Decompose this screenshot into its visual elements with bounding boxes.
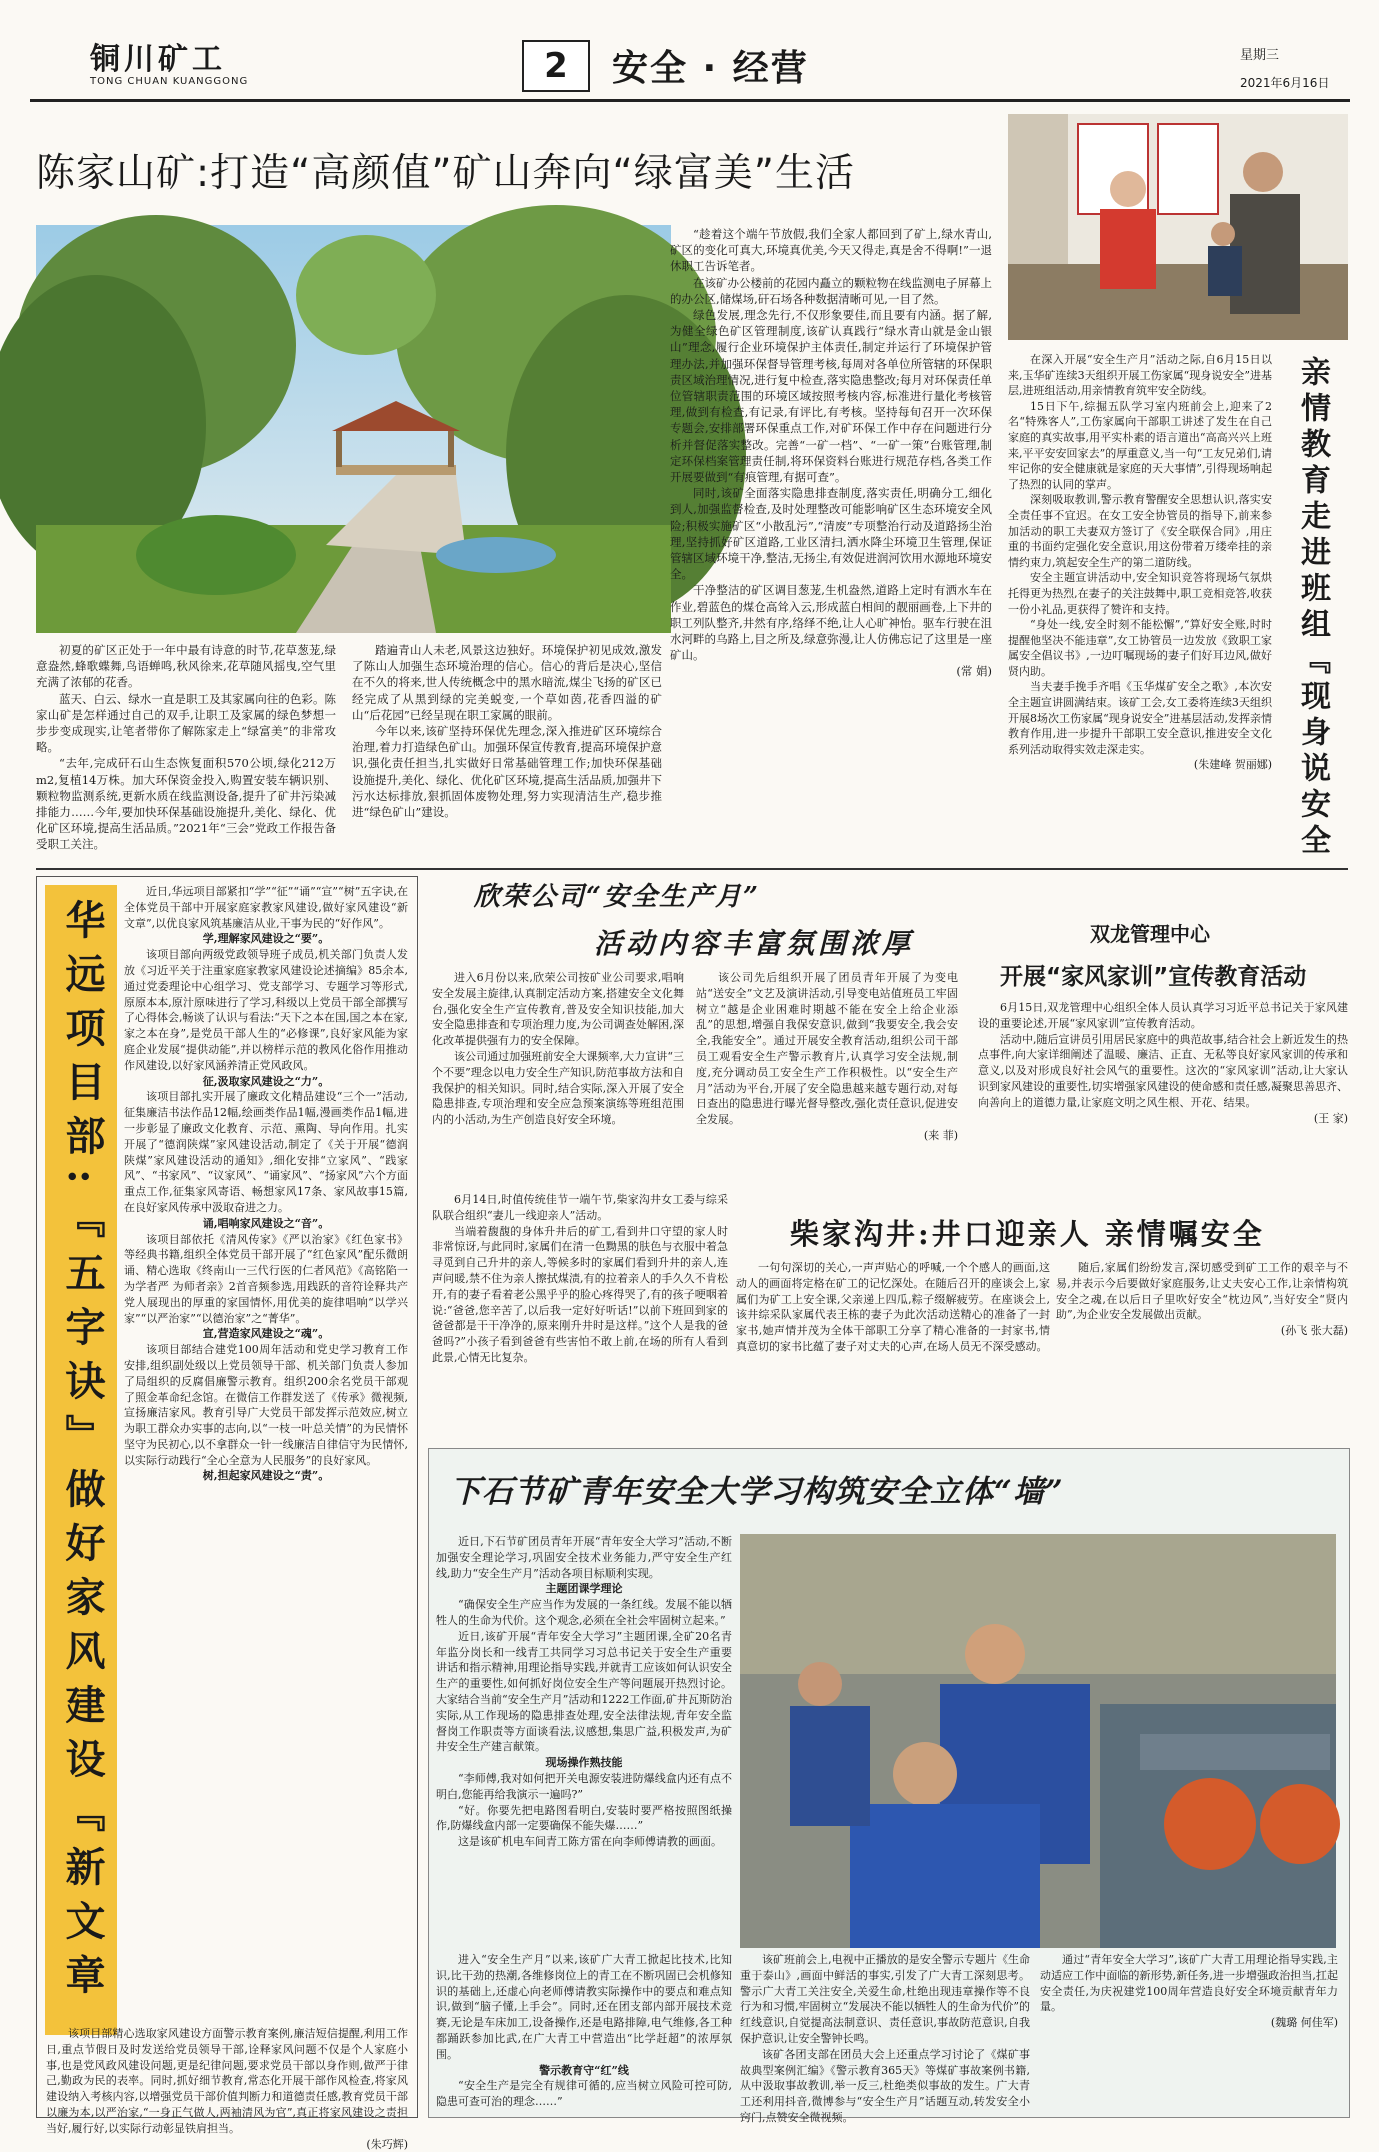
- xs-p5: “好。你要先把电路图看明白,安装时要严格按照图纸操作,防爆线盒内部一定要确保不能失爆……”: [436, 1803, 732, 1833]
- lead-byline: (常 娟): [956, 664, 992, 679]
- hy-p6: 该项目部精心选取家风建设方面警示教育案例,廉洁短信提醒,利用工作日,重点节假日及时发送给党员领导干部,诠释家风问题不仅是个人家庭小事,也是党风政风建设问题,更是纪律问题,要求党员干部以身作则,做严于律己,勤政为民的表率。同时,抓好细节教育,常态化开展干部作风检查,将家风建设纳入考核内容,以增强党员干部价值判断力和道德责任感,教育党员干部以廉为本,以严治家,“一身正气做人,两袖清风为官”,真正将家风建设之责担当好,履行好,以实际行动彰显铁肩担当。: [46, 2027, 408, 2135]
- hy-p4: 该项目部依托《清风传家》《严以治家》《红色家书》等经典书籍,组织全体党员干部开展了“红色家风”配乐微朗诵、精心选取《终南山一三代行医的仁者风范》《高铭陷一为学者严 为师者亲》2首音频参选,用践跃的音符诠释共产党人展现出的厚重的家国情怀,用优美的旋律唱响“以学兴家”“以严治家”“以德治家”之“菁华”。: [124, 1232, 408, 1325]
- cj-p4: 随后,家属们纷纷发言,深切感受到矿工工作的艰辛与不易,并表示今后要做好家庭服务,让丈夫安心工作,让亲情构筑安全之魂,在以后日子里吹好安全“枕边风”,当好安全“贤内助”,为企业安全发展做出贡献。: [1056, 1261, 1348, 1322]
- xs-sub1: 主题团课学理论: [545, 1582, 623, 1596]
- xr-p1: 进入6月份以来,欣荣公司按矿业公司要求,唱响安全发展主旋律,认真制定活动方案,搭建安全文化舞台,强化安全生产宣传教育,普及安全知识技能,加大安全隐患排查和专项治理力度,为公司调查处解困,深化改革提供强有力的安全保障。: [432, 971, 684, 1048]
- lead-p10: 干净整洁的矿区调目葱茏,生机盎然,道路上定时有洒水车在作业,碧蓝色的煤仓高耸入云,形成蓝白相间的靓丽画卷,上下井的职工列队整齐,井然有序,络绎不绝,让人心旷神怡。驱车行驶在沮水河畔的乌路上,目之所及,绿意弥漫,让人仿佛忘记了这里是一座矿山。: [670, 583, 992, 663]
- lead-headline: 陈家山矿:打造“高颜值”矿山奔向“绿富美”生活: [36, 151, 855, 196]
- xinrong-col-2: [696, 970, 958, 1190]
- lead-p6: “趁着这个端午节放假,我们全家人都回到了矿上,绿水青山,矿区的变化可真大,环境真优美,今天又得走,真是舍不得啊!”一退休职工告诉笔者。: [670, 227, 992, 274]
- hy-p5: 该项目部结合建党100周年活动和党史学习教育工作安排,组织副处级以上党员领导干部、机关部门负责人参加了局组织的反腐倡廉警示教育。组织200余名党员干部观了照金革命纪念馆。在微信工作群发送了《传承》微视频,宣扬廉洁家风。教育引导广大党员干部发挥示范效应,树立为职工群众办实事的志向,以“一枝一叶总关情”的为民情怀坚守为民初心,以不拿群众一针一线廉洁自律信守为民情怀,以实际行动践行“全心全意为人民服务”的良好家风。: [124, 1343, 408, 1467]
- hy-sub1: 学,理解家风建设之“要”。: [202, 932, 330, 946]
- sl-p1: 6月15日,双龙管理中心组织全体人员认真学习习近平总书记关于家风建设的重要论述,开展“家风家训”宣传教育活动。: [978, 1001, 1348, 1030]
- huayuan-vertical-headline: 华远项目部:『五字诀』做好家风建设『新文章: [59, 899, 106, 2008]
- top-right-text: [1008, 352, 1272, 852]
- xs-p2: “确保安全生产应当作为发展的一条红线。发展不能以牺牲人的生命为代价。这个观念,必须在全社会牢固树立起来。”: [436, 1598, 732, 1627]
- xs-p10: 该矿各团支部在团员大会上还重点学习讨论了《煤矿事故典型案例汇编》《警示教育365天》等煤矿事故案例书籍,从中汲取事故教训,举一反三,杜绝类似事故的发生。广大青工还利用抖音,微博参与“安全生产月”话题互动,转发安全小窍门,点赞安全微视频。: [740, 2047, 1030, 2124]
- page-number: 2: [544, 46, 568, 86]
- xiashijie-col-4: [1040, 1952, 1338, 2110]
- hy-p1: 近日,华远项目部紧扣“学”“征”“诵”“宣”“树”五字诀,在全体党员干部中开展家庭家教家风建设,做好家风建设“新文章”,以优良家风筑基廉洁从业,干事为民的“好作风”。: [124, 885, 408, 930]
- xs-byline: (魏璐 何佳军): [1270, 2016, 1338, 2030]
- chaijiagou-col-3: [1056, 1260, 1348, 1438]
- xinrong-col-1: [432, 970, 684, 1190]
- xiashijie-col-2: [436, 1952, 732, 2110]
- huayuan-text-bottom: [46, 2026, 408, 2151]
- tr-byline: (朱建峰 贺丽娜): [1193, 758, 1272, 772]
- paper-name: 铜川矿工: [90, 42, 226, 77]
- xs-p9: 该矿班前会上,电视中正播放的是安全警示专题片《生命重于泰山》,画面中鲜活的事实,引发了广大青工深刻思考。警示广大青工关注安全,关爱生命,杜绝出现违章操作等不良行为和习惯,牢固树立“发展决不能以牺牲人的生命为代价”的红线意识,自觉提高法制意识、责任意识,事故防范意识,自我保护意识,让安全警钟长鸣。: [740, 1953, 1030, 2045]
- sl-p2: 活动中,随后宣讲员引用居民家庭中的典范故事,结合社会上新近发生的热点事件,向大家详细阐述了温暖、廉洁、正直、无私等良好家风家训的传承和意义,以及对形成良好社会风气的重要性。这次的“家风家训”活动,让大家认识到家风建设的重要性,切实增强家风建设的使命感和责任感,凝聚思善思齐、向善向上的道德力量,让家庭文明之风生根、开花、结果。: [978, 1032, 1348, 1109]
- xiashijie-photo: [740, 1534, 1336, 1948]
- xs-p7: 进入“安全生产月”以来,该矿广大青工掀起比技术,比知识,比干劲的热潮,各维修岗位上的青工在不断巩固已会机修知识的基础上,还虚心向老师傅请教实际操作中的要点和难点知识,做到“脑子懂,上手会”。同时,还在团支部内部开展技术竞赛,无论是车床加工,设备操作,还是电路排障,电气维修,各工种都踊跃参加比武,在广大青工中营造出“比学赶超”的浓厚氛围。: [436, 1953, 732, 2061]
- lead-col-3: [670, 226, 992, 860]
- top-right-vertical-headline: 亲情教育走进班组『现身说安全: [1295, 356, 1330, 860]
- xs-p11: 通过“青年安全大学习”,该矿广大青工用理论指导实践,主动适应工作中面临的新形势,新任务,进一步增强政治担当,扛起安全责任,为庆祝建党100周年营造良好安全环境贡献青年力量。: [1040, 1953, 1338, 2014]
- lead-p3: “去年,完成矸石山生态恢复面积570公顷,绿化212万m2,复植14万株。加大环保资金投入,购置安装车辆识别、颗粒物监测系统,更新水质在线监测设备,提升了矿井污染减排能力……今年,要加快环保基础设施提升,美化、绿化、优化矿区环境,提高生活品质。”2021年“三会”党政工作报告备受职工关注。: [36, 756, 336, 852]
- tr-p6: 当夫妻手挽手齐唱《玉华煤矿安全之歌》,本次安全主题宣讲圆满结束。该矿工会,女工委将连续3天组织开展8场次工伤家属“现身说安全”进基层活动,发挥亲情教育作用,进一步提升干部职工安全意识,推进安全文化系列活动取得实效走深走实。: [1008, 680, 1272, 756]
- lead-p5: 今年以来,该矿坚持环保优先理念,深入推进矿区环境综合治理,着力打造绿色矿山。加强环保宣传教育,提高环境保护意识,强化责任担当,扎实做好日常基础管理工作;加快环保基础设施提升,美化、绿化、优化矿区环境,提高生活品质,加强井下污水达标排放,狠抓固体废物处理,努力实现清洁生产,稳步推进“绿色矿山”建设。: [352, 724, 662, 820]
- sl-byline: (王 家): [1313, 1111, 1348, 1125]
- shuanglong-headline-1: 双龙管理中心: [1090, 922, 1210, 946]
- lead-p9: 同时,该矿全面落实隐患排查制度,落实责任,明确分工,细化到人,加强监督检查,及时处理整改可能影响矿区生态环境安全风险;积极实施矿区“小散乱污”,“清废”专项整治行动及道路扬尘治理,坚持抓好矿区道路,工业区清扫,洒水降尘环境卫生管理,保证管辖区域环境干净,整洁,无扬尘,有效促进润河饮用水源地环境安全。: [670, 486, 992, 582]
- huayuan-text-right: [124, 884, 408, 2022]
- chaijiagou-col-2: [736, 1260, 1050, 1438]
- lead-p2: 蓝天、白云、绿水一直是职工及其家属向往的色彩。陈家山矿是怎样通过自己的双手,让职工及家属的绿色梦想一步步变成现实,让笔者带你了解陈家走上“绿富美”的非常攻略。: [36, 691, 336, 755]
- shuanglong-text: [978, 1000, 1348, 1172]
- lead-p1: 初夏的矿区正处于一年中最有诗意的时节,花草葱茏,绿意盎然,蜂歌蝶舞,鸟语蝉鸣,秋风徐来,花草随风摇曳,空气里充满了浓郁的花香。: [36, 643, 336, 690]
- tr-p3: 深刻吸取教训,警示教育警醒安全思想认识,落实安全责任事不宜迟。在女工安全协管员的指导下,前来参加活动的职工夫妻双方签订了《安全联保合同》,用庄重的书面约定强化安全意识,用这份带着万缕牵挂的亲情约束力,筑起安全生产的第二道防线。: [1008, 493, 1272, 569]
- lead-col-1: [36, 642, 336, 858]
- xiashijie-headline: 下石节矿青年安全大学习构筑安全立体“墙”: [450, 1474, 1064, 1510]
- tr-p2: 15日下午,综掘五队学习室内班前会上,迎来了2名“特殊客人”,工伤家属向干部职工讲述了发生在自己家庭的真实故事,用平实朴素的语言道出“高高兴兴上班来,平平安安回家去”的厚重意义,当一句“工友兄弟们,请牢记你的安全健康就是家庭的天大事情”,引得现场响起了热烈的认同的掌声。: [1008, 399, 1272, 491]
- lead-p8: 绿色发展,理念先行,不仅形象要佳,而且要有内涵。据了解,为健全绿色矿区管理制度,该矿认真践行“绿水青山就是金山银山”理念,履行企业环境保护主体责任,制定并运行了环境保护管理办法,并加强环保督导管理考核,每周对各单位所管辖的环保职责区域治理情况,进行复中检查,落实隐患整改;每月对环保责任单位管辖职责范围的环境区域按照考核内容,标准进行量化考核管理,做到有检查,有记录,有评比,有考核。坚持每旬召开一次环保专题会,安排部署环保重点工作,对矿环保工作中存在问题进行分析并督促落实整改。完善“一矿一档”、“一矿一策”台账管理,制定环保档案管理责任制,将环保资料台账进行规范存档,各类工作开展要做到“有痕管理,有据可查”。: [670, 308, 992, 485]
- masthead: [0, 0, 1379, 105]
- cj-p3: 一句句深切的关心,一声声贴心的呼喊,一个个感人的画面,这动人的画面将定格在矿工的记忆深处。在随后召开的座谈会上,家属们为矿工上安全课,父亲递上四瓜,粽子缀解疲劳。在座谈会上,该井综采队家属代表王栋的妻子为此次活动送精心的准备了一封家书,她声情并茂为全体干部职工分享了精心准备的一封家书,情真意切的家书比蕴了妻子对丈夫的心声,在场人员无不深受感动。: [736, 1261, 1050, 1353]
- xiashijie-col-1: [436, 1534, 732, 1948]
- xs-p3: 近日,该矿开展“青年安全大学习”主题团课,全矿20名青年监分岗长和一线青工共同学习习总书记关于安全生产重要讲话和指示精神,用理论指导实践,并就青工应该如何认识安全生产的重要性,如何抓好岗位安全生产等问题展开热烈讨论。大家结合当前“安全生产月”活动和1222工作面,矿井瓦斯防治实际,从工作现场的隐患排查处理,安全法律法规,青年安全监督岗工作职责等方面谈看法,议感想,集思广益,积极发声,为矿井安全生产建言献策。: [436, 1629, 732, 1754]
- lead-col-2: [352, 642, 662, 858]
- section-divider: [36, 868, 1348, 870]
- cj-p2: 当端着馥馥的身体升井后的矿工,看到井口守望的家人时非常惊讶,与此同时,家属们在清一色黝黑的肤色与衣服中着急寻觅到自己升井的亲人,等候多时的家属们看到升井的亲人,连声问暖,禁不住为亲人擦拭煤渍,有的拉着亲人的手久久不肯松开,有的妻子看着老公黑乎乎的脸心疼得哭了,有的孩子哽咽着说:“爸爸,您辛苦了,以后我一定好好听话!”以前下班回到家的爸爸都是干干净净的,原来刚升井时是这样。”这个人是我的爸爸吗?”小孩子看到爸爸有些害怕不敢上前,在场的所有人看到此景,心情无比复杂。: [432, 1224, 728, 1364]
- section-title: 安全 · 经营: [612, 48, 809, 89]
- chaijiagou-col-1: [432, 1192, 728, 1438]
- xr-byline: (来 菲): [923, 1128, 958, 1142]
- lead-p7: 在该矿办公楼前的花园内矗立的颗粒物在线监测电子屏幕上的办公区,储煤场,矸石场各种数据清晰可见,一目了然。: [670, 275, 992, 306]
- hy-sub3: 诵,唱响家风建设之“音”。: [202, 1216, 330, 1230]
- hy-sub5: 树,担起家风建设之“责”。: [202, 1469, 330, 1483]
- tr-p5: “身处一线,安全时刻不能松懈”,“算好安全账,时时提醒他坚决不能违章”,女工协管员一边发放《致职工家属安全倡议书》,一边叮嘱现场的妻子们好耳边风,做好贤内助。: [1008, 618, 1272, 678]
- xs-p6: 这是该矿机电车间青工陈方雷在向李师傅请教的画面。: [458, 1835, 722, 1849]
- masthead-rule: [30, 99, 1350, 102]
- hy-sub4: 宣,营造家风建设之“魂”。: [202, 1327, 330, 1341]
- tr-p4: 安全主题宣讲活动中,安全知识竞答将现场气氛烘托得更为热烈,在妻子的关注鼓舞中,职工竞相竞答,收获一份小礼品,更获得了赞许和支持。: [1008, 571, 1272, 616]
- tr-p1: 在深入开展“安全生产月”活动之际,自6月15日以来,玉华矿连续3天组织开展工伤家属“现身说安全”进基层,进班组活动,用亲情教育筑牢安全防线。: [1008, 353, 1272, 398]
- xr-p3: 该公司先后组织开展了团员青年开展了为变电站“送安全”文艺及演讲活动,引导变电站值班员工牢固树立“越是企业困难时期越不能在安全上给企业添乱”的思想,增强自我保安意识,做到“我要安全,我会安全,我能安全”。通过开展安全教育活动,组织公司干部员工观看安全生产警示教育片,认真学习安全法规,制度,充分调动员工安全生产工作积极性。以“安全生产月”活动为平台,开展了安全隐患越来越专题行动,对每日查出的隐患进行曝光督导整改,强化责任意识,促进安全发展。: [696, 971, 958, 1127]
- top-right-photo: [1008, 114, 1348, 340]
- hy-p2: 该项目部向两级党政领导班子成员,机关部门负责人发放《习近平关于注重家庭家教家风建设论述摘编》85余本,通过党委理论中心组学习、党支部学习、专题学习等形式,原原本本,原汁原味进行了学习,科级以上党员干部全部撰写了心得体会,畅谈了认识与看法:“天下之本在国,国之本在家,家之本在身”,是党员干部人生的“必修课”,良好家风能为家庭企业发展“提供动能”,并以榜样示范的教风化俗作用推动作风建设,以好家风涵养清正党风政风。: [124, 948, 408, 1072]
- shuanglong-headline-2: 开展“家风家训”宣传教育活动: [1000, 964, 1307, 990]
- cj-byline: (孙飞 张大磊): [1280, 1324, 1348, 1338]
- weekday: 星期三: [1240, 48, 1280, 63]
- hy-p3: 该项目部扎实开展了廉政文化精品建设“三个一”活动,征集廉洁书法作品12幅,绘画类作品1幅,漫画类作品1幅,进一步彰显了廉政文化教育、示范、熏陶、导向作用。扎实开展了“德润陕煤”家风建设活动,制定了《关于开展“德润陕煤”家风建设活动的通知》,细化安排“立家风”、“践家风”、“书家风”、“议家风”、“诵家风”、“扬家风”六个方面重点工作,征集家风寄语、畅想家风17条、家风故事15篇,在良好家风传承中汲取奋进之力。: [124, 1090, 408, 1214]
- xr-p2: 该公司通过加强班前安全大课频率,大力宣讲“三个不要”理念以电力安全生产知识,防范事故方法和自我保护的相关知识。同时,结合实际,深入开展了安全隐患排查,专项治理和安全应急预案演练等班组范围内的小活动,为生产创造良好安全环境。: [432, 1049, 684, 1127]
- hy-byline: (朱巧辉): [366, 2137, 408, 2151]
- cj-p1: 6月14日,时值传统佳节一端午节,柴家沟井女工委与综采队联合组织“妻儿一线迎亲人”活动。: [432, 1193, 728, 1222]
- xs-p8: “安全生产是完全有规律可循的,应当树立风险可控可防,隐患可查可治的理念……”: [436, 2079, 732, 2109]
- issue-date: 2021年6月16日: [1240, 76, 1330, 90]
- xs-p4: “李师傅,我对如何把开关电源安装进防爆线盒内还有点不明白,您能再给我演示一遍吗?”: [436, 1771, 732, 1801]
- hy-sub2: 征,汲取家风建设之“力”。: [202, 1074, 330, 1088]
- lead-photo: [36, 225, 671, 633]
- xinrong-headline-2: 活动内容丰富氛围浓厚: [594, 927, 915, 960]
- xiashijie-col-3: [740, 1952, 1030, 2124]
- chaijiagou-headline: 柴家沟井:井口迎亲人 亲情嘱安全: [790, 1217, 1265, 1251]
- paper-pinyin: TONG CHUAN KUANGGONG: [90, 76, 249, 87]
- xs-sub2: 现场操作熟技能: [545, 1756, 623, 1770]
- lead-p4: 踏遍青山人未老,风景这边独好。环境保护初见成效,激发了陈山人加强生态环境治理的信心。信心的背后是决心,坚信在不久的将来,世人传统概念中的黑水暗流,煤尘飞扬的矿区已经完成了从黑到绿的完美蜕变,一个草如茵,花香四溢的矿山“后花园”已经呈现在职工家属的眼前。: [352, 643, 662, 722]
- xinrong-headline-1: 欣荣公司“安全生产月”: [474, 882, 760, 912]
- xs-sub3: 警示教育守“红”线: [539, 2063, 629, 2077]
- xs-p1: 近日,下石节矿团员青年开展“青年安全大学习”活动,不断加强安全理论学习,巩固安全技术业务能力,严守安全生产红线,助力“安全生产月”活动各项目标顺利实现。: [436, 1535, 732, 1580]
